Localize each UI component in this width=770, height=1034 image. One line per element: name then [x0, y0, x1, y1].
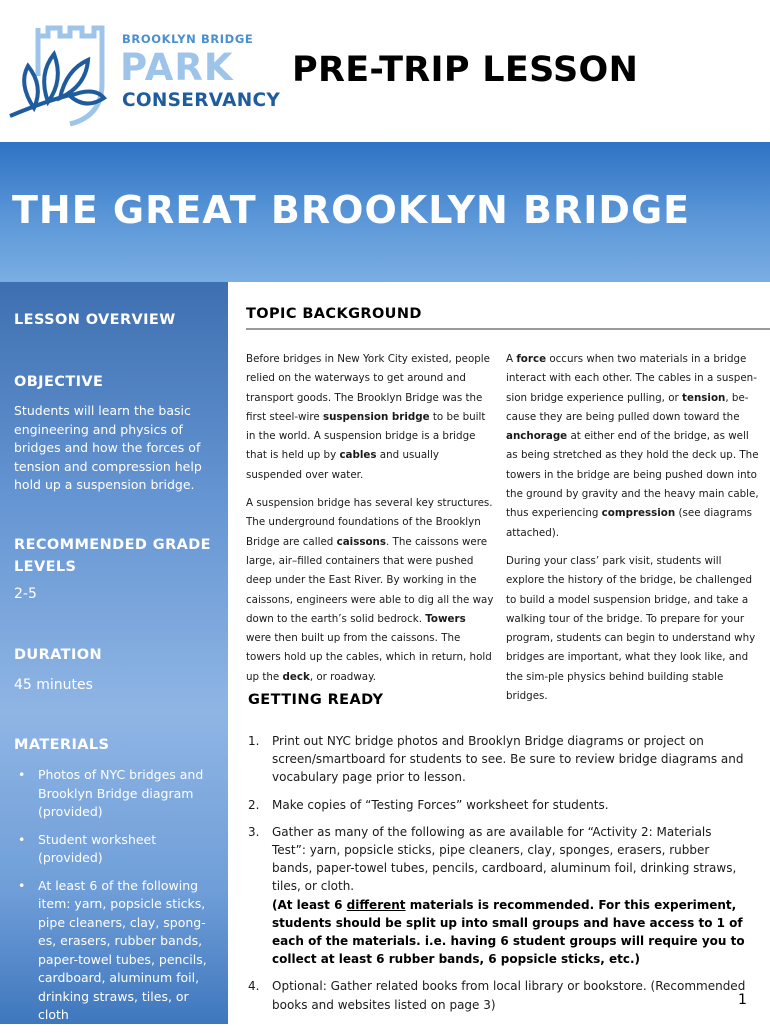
topic-paragraph: Before bridges in New York City existed, people relied on the waterways to get around and transport goods. The Brooklyn Bridge was the first steel-wire suspension bridge to be built in the world. A suspension bridge is a bridge that is held up by cables and usually suspended over water. [246, 353, 490, 481]
list-item: • At least 6 of the following item: yarn, popsicle sticks, pipe cleaners, clay, spong-es, erasers, rubber bands, paper-towel tubes, pencils, cardboard, aluminum foil, drinking straws, tiles, or cloth [14, 877, 214, 1025]
list-item [248, 977, 748, 1013]
term-tension: tension [682, 391, 726, 404]
term-force: force [516, 353, 547, 365]
grade-heading: RECOMMENDED GRADE LEVELS [14, 537, 211, 575]
topic-left-column [246, 350, 494, 696]
lesson-overview-sidebar [0, 282, 228, 1024]
list-item [248, 823, 748, 969]
term-anchorage: anchorage [506, 430, 568, 443]
getting-ready-heading: GETTING READY [248, 692, 384, 708]
item-number: 1. [248, 734, 260, 748]
page-number: 1 [738, 992, 747, 1008]
duration-value: 45 minutes [14, 677, 93, 693]
topic-paragraph: A force occurs when two materials in a bridge interact with each other. The cables in a suspen-sion bridge experience pulling, or tension, be-cause they are being pulled down toward the anchorage at either end of the bridge, as well as being stretched as they hold the deck up. The towers in the bridge are being pushed down into the ground by gravity and the heavy main cable, thus experiencing compression (see diagrams attached). [506, 353, 759, 539]
term-suspension-bridge: suspension bridge [322, 410, 430, 423]
tower-and-leaves-icon [8, 24, 112, 130]
term-towers: Towers [425, 612, 466, 625]
list-item: • Student worksheet (provided) [14, 831, 214, 868]
lesson-title: THE GREAT BROOKLYN BRIDGE [12, 188, 691, 232]
section-divider [246, 328, 770, 330]
overview-heading: LESSON OVERVIEW [14, 312, 176, 328]
getting-ready-list [248, 732, 748, 1023]
materials-list [14, 766, 214, 1034]
title-banner [0, 142, 770, 282]
term-caissons: caissons [336, 535, 386, 548]
topic-right-column [506, 350, 760, 715]
list-item: • Photos of NYC bridges and Brooklyn Bridge diagram (provided) [14, 766, 214, 822]
list-item [248, 732, 748, 787]
term-cables: cables [339, 449, 377, 462]
item-text: Optional: Gather related books from local library or bookstore. (Recommended books and websites listed on page 3) [272, 979, 746, 1012]
objective-heading: OBJECTIVE [14, 374, 104, 390]
materials-heading: MATERIALS [14, 737, 110, 753]
item-text: Gather as many of the following as are available for “Activity 2: Materials Test”: yarn, popsicle sticks, pipe cleaners, clay, sponges, erasers, rubber bands, paper-towel tubes, pencils, cardboard, aluminum foil, drinking straws, tiles, or cloth. [272, 824, 737, 894]
grade-value: 2-5 [14, 586, 37, 602]
term-compression: compression [601, 507, 676, 520]
emphasis-different: different [346, 897, 406, 912]
logo-line-3: CONSERVANCY [122, 90, 281, 111]
item-number: 2. [248, 797, 260, 812]
duration-heading: DURATION [14, 647, 103, 663]
item-number: 4. [248, 979, 260, 994]
logo-line-2: PARK [120, 46, 234, 89]
term-deck: deck [282, 670, 310, 683]
materials-note: (At least 6 different materials is recommended. For this experiment, students should be split up into small groups and have access to 1 of each of the materials. i.e. having 6 student groups will require you to collect at least 6 rubber bands, 6 popsicle sticks, etc.) [272, 897, 745, 967]
item-number: 3. [248, 824, 260, 839]
objective-text: Students will learn the basic engineering and physics of bridges and how the forces of tension and compression help hold up a suspension bridge. [14, 403, 202, 492]
item-text: Print out NYC bridge photos and Brooklyn Bridge diagrams or project on screen/smartboard for students to see. Be sure to review bridge diagrams and vocabulary page prior to lesson. [272, 734, 744, 785]
topic-paragraph: A suspension bridge has several key structures. The underground foundations of the Brooklyn Bridge are called caissons. The caissons were large, air–filled containers that were pushed deep under the East River. By working in the caissons, engineers were able to dig all the way down to the earth’s solid bedrock. Towers were then built up from the caissons. The towers hold up the cables, which in return, hold up the deck, or roadway. [246, 497, 494, 683]
logo-line-1: BROOKLYN BRIDGE [122, 32, 254, 46]
item-text: Make copies of “Testing Forces” worksheet for students. [272, 797, 609, 812]
conservancy-logo [8, 24, 281, 134]
document-title: PRE-TRIP LESSON [292, 50, 639, 90]
topic-heading: TOPIC BACKGROUND [246, 306, 422, 322]
list-item [248, 796, 748, 814]
topic-paragraph: During your class’ park visit, students will explore the history of the bridge, be challenged to build a model suspension bridge, and take a walking tour of the bridge. To prepare for your program, students can begin to understand why bridges are important, what they look like, and the sim-ple physics behind building stable bridges. [506, 554, 756, 703]
